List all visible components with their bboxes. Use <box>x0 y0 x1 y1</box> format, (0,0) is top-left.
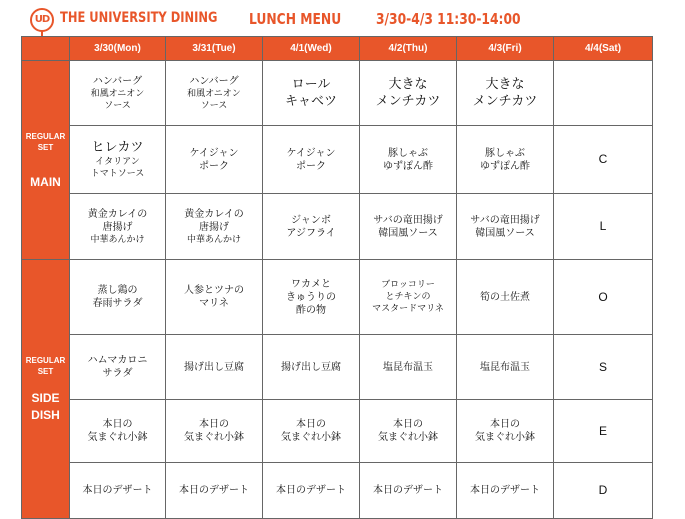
corner-cell <box>22 37 70 61</box>
lunch-menu-table <box>21 36 653 519</box>
dish-line: アジフライ <box>286 227 336 239</box>
dish-line: O <box>598 289 608 304</box>
menu-row <box>22 335 653 400</box>
saturday-cell <box>554 260 653 335</box>
section-label-main <box>22 61 70 260</box>
dish-line: ハンバーグ <box>189 75 239 87</box>
dish-line: ゆずぽん酢 <box>383 160 433 172</box>
menu-cell <box>457 260 554 335</box>
dish-line: ハンバーグ <box>92 75 143 87</box>
dish-line: 韓国風ソース <box>475 227 535 239</box>
menu-cell <box>70 260 166 335</box>
menu-cell <box>263 400 360 463</box>
menu-cell <box>360 126 457 194</box>
dish-line: ロール <box>291 77 331 92</box>
menu-cell <box>166 400 263 463</box>
dish-line: ケイジャン <box>286 147 336 159</box>
dish-line: 気まぐれ小鉢 <box>475 432 535 443</box>
dish-line: 和風オニオン <box>90 88 145 99</box>
menu-row <box>22 400 653 463</box>
dish-line: 和風オニオン <box>187 88 241 99</box>
menu-cell <box>166 61 263 126</box>
date-range: 3/30-4/3 11:30-14:00 <box>376 10 521 28</box>
saturday-cell <box>554 194 653 260</box>
dish-line: 春雨サラダ <box>92 298 143 309</box>
menu-cell <box>166 194 263 260</box>
dish-line: ヒレカツ <box>91 140 144 155</box>
dish-line: 塩昆布温玉 <box>383 361 433 373</box>
dish-line: 本日の <box>393 419 423 430</box>
menu-cell <box>360 260 457 335</box>
menu-cell <box>70 400 166 463</box>
menu-cell <box>360 335 457 400</box>
menu-cell <box>360 463 457 519</box>
dish-line: ポーク <box>199 160 229 172</box>
dish-line: 人参とツナの <box>184 285 244 296</box>
menu-row <box>22 126 653 194</box>
header-row <box>22 37 653 61</box>
dish-line: 酢の物 <box>296 304 326 316</box>
dish-line: 本日の <box>199 419 229 430</box>
dish-line: マリネ <box>199 298 229 309</box>
dish-line: 本日の <box>296 419 326 430</box>
menu-cell <box>263 260 360 335</box>
menu-cell <box>70 194 166 260</box>
dish-line: ワカメと <box>291 278 331 290</box>
dish-line: ケイジャン <box>189 147 239 159</box>
dish-line: 中華あんかけ <box>90 234 145 245</box>
dish-line: 大きな <box>485 77 525 92</box>
menu-row <box>22 194 653 260</box>
dish-line: 気まぐれ小鉢 <box>378 432 438 443</box>
dish-line: L <box>599 219 607 233</box>
dish-line: D <box>598 483 608 497</box>
section-tag: SET <box>37 367 54 376</box>
dish-line: 豚しゃぶ <box>485 147 525 159</box>
day-header: 4/1(Wed) <box>263 37 360 61</box>
dish-line: メンチカツ <box>472 94 538 109</box>
dish-line: ゆずぽん酢 <box>480 160 530 172</box>
dish-line: イタリアン <box>95 157 140 167</box>
menu-cell <box>360 194 457 260</box>
menu-cell <box>263 61 360 126</box>
dish-line: ソース <box>200 100 228 111</box>
day-header: 3/31(Tue) <box>166 37 263 61</box>
dish-line: 黄金カレイの <box>184 208 244 220</box>
dish-line: 気まぐれ小鉢 <box>87 432 148 443</box>
dish-line: 大きな <box>388 77 428 92</box>
dish-line: メンチカツ <box>375 94 441 109</box>
dish-line: 中華あんかけ <box>186 234 241 245</box>
section-name: MAIN <box>30 174 61 189</box>
menu-cell <box>70 126 166 194</box>
dish-line: 唐揚げ <box>102 221 133 233</box>
dish-line: 本日のデザート <box>276 485 346 496</box>
dish-line: C <box>598 152 608 166</box>
menu-cell <box>457 400 554 463</box>
dish-line: サバの竜田揚げ <box>373 214 443 226</box>
section-tag: REGULAR <box>25 356 66 365</box>
dish-line: マスタードマリネ <box>372 304 444 314</box>
menu-cell <box>70 335 166 400</box>
dish-line: 揚げ出し豆腐 <box>184 361 244 373</box>
dish-line: きゅうりの <box>286 291 336 303</box>
dish-line: 気まぐれ小鉢 <box>281 432 341 443</box>
menu-row <box>22 61 653 126</box>
menu-cell <box>166 463 263 519</box>
dish-line: 気まぐれ小鉢 <box>184 432 244 443</box>
dish-line: ポーク <box>296 160 326 172</box>
day-header: 3/30(Mon) <box>70 37 166 61</box>
menu-cell <box>263 194 360 260</box>
dish-line: ブロッコリー <box>381 280 435 290</box>
menu-cell <box>263 126 360 194</box>
menu-cell <box>70 61 166 126</box>
day-header: 4/2(Thu) <box>360 37 457 61</box>
day-header: 4/3(Fri) <box>457 37 554 61</box>
dish-line: 唐揚げ <box>199 221 229 233</box>
saturday-cell <box>554 400 653 463</box>
menu-cell <box>166 126 263 194</box>
menu-cell <box>166 260 263 335</box>
dish-line: S <box>598 359 607 374</box>
dish-line: 本日のデザート <box>470 485 540 496</box>
dish-line: 本日のデザート <box>82 485 153 496</box>
section-label-side-dish <box>22 260 70 519</box>
menu-cell <box>166 335 263 400</box>
dish-line: 蒸し鶏の <box>97 285 138 296</box>
dish-line: ソース <box>104 100 131 111</box>
section-tag: SET <box>37 142 54 152</box>
dish-line: 黄金カレイの <box>87 208 148 220</box>
saturday-cell <box>554 126 653 194</box>
day-header: 4/4(Sat) <box>554 37 653 61</box>
university-dining-logo: UD <box>30 8 54 32</box>
menu-cell <box>360 61 457 126</box>
menu-cell <box>457 463 554 519</box>
dish-line: 韓国風ソース <box>378 227 438 239</box>
section-tag: REGULAR <box>25 131 66 141</box>
menu-cell <box>457 194 554 260</box>
dish-line: サバの竜田揚げ <box>470 214 540 226</box>
dish-line: ハムマカロニ <box>87 355 148 366</box>
page-header <box>0 0 685 38</box>
menu-row <box>22 463 653 519</box>
menu-cell <box>457 126 554 194</box>
dish-line: 本日のデザート <box>179 485 249 496</box>
dish-line: 本日の <box>102 419 133 430</box>
menu-cell <box>263 335 360 400</box>
dish-line: E <box>598 423 607 438</box>
menu-cell <box>263 463 360 519</box>
dish-line: 揚げ出し豆腐 <box>281 361 341 373</box>
dish-line: 本日の <box>490 419 520 430</box>
dish-line: とチキンの <box>385 292 431 302</box>
saturday-cell <box>554 335 653 400</box>
dish-line: サラダ <box>102 368 133 379</box>
dish-line: ジャンボ <box>291 214 331 226</box>
brand-name: THE UNIVERSITY DINING <box>60 10 218 26</box>
dish-line: 豚しゃぶ <box>388 147 428 159</box>
menu-cell <box>70 463 166 519</box>
menu-cell <box>360 400 457 463</box>
menu-title: LUNCH MENU <box>249 10 342 28</box>
menu-cell <box>457 61 554 126</box>
saturday-cell <box>554 61 653 126</box>
dish-line: 筍の土佐煮 <box>480 291 530 303</box>
dish-line: トマトソース <box>90 169 145 179</box>
section-name: DISH <box>31 408 60 422</box>
menu-cell <box>457 335 554 400</box>
saturday-cell <box>554 463 653 519</box>
dish-line: キャベツ <box>284 94 337 109</box>
section-name: SIDE <box>31 391 60 405</box>
menu-row <box>22 260 653 335</box>
dish-line: 塩昆布温玉 <box>480 361 530 373</box>
dish-line: 本日のデザート <box>373 485 443 496</box>
